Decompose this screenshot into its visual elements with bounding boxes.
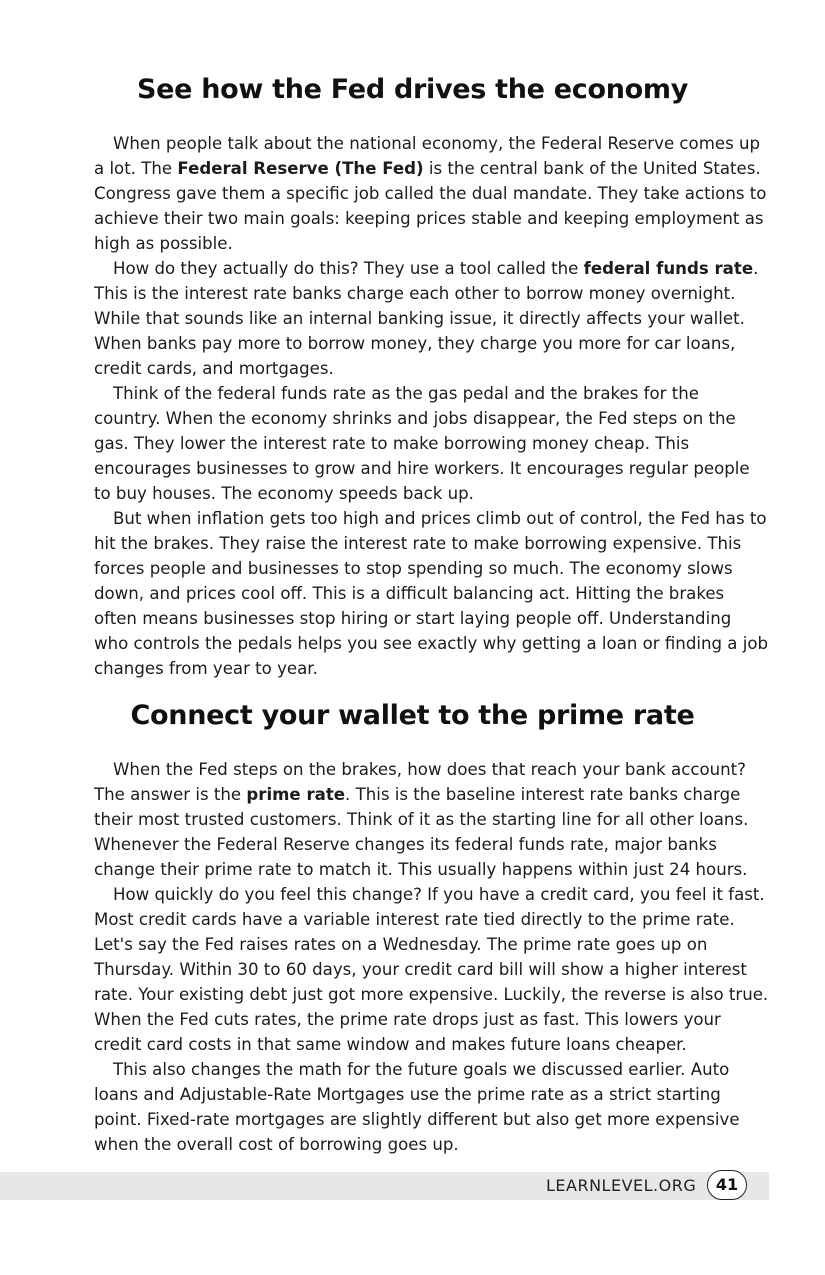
paragraph xyxy=(94,506,770,681)
text-segment: Think of the federal funds rate as the gas pedal and the brakes for the country. When the economy shrinks and jobs disappear, the Fed steps on the gas. They lower the interest rate to make borrowing money cheap. This encourages businesses to grow and hire workers. It encourages regular people to buy houses. The economy speeds back up. xyxy=(94,384,750,503)
text-segment: . This is the baseline interest rate banks charge their most trusted customers. Think of it as the starting line for all other loans. Whenever the Federal Reserve changes its federal funds rate, major banks change their prime rate to match it. This usually happens within just 24 hours. xyxy=(94,785,749,879)
page-number-badge: 41 xyxy=(707,1170,747,1200)
paragraph xyxy=(94,381,770,506)
paragraph xyxy=(94,1057,770,1157)
text-segment: But when inflation gets too high and prices climb out of control, the Fed has to hit the brakes. They raise the interest rate to make borrowing expensive. This forces people and businesses to stop spending so much. The economy slows down, and prices cool off. This is a difficult balancing act. Hitting the brakes often means businesses stop hiring or start laying people off. Understanding who controls the pedals helps you see exactly why getting a loan or finding a job changes from year to year. xyxy=(94,509,769,678)
paragraph xyxy=(94,256,770,381)
section-title-prime-rate: Connect your wallet to the prime rate xyxy=(130,700,695,731)
paragraph xyxy=(94,757,770,882)
bold-term-prime-rate: prime rate xyxy=(246,785,346,804)
text-segment: is the central bank of the United States. Congress gave them a specific job called the dual mandate. They take actions to achieve their two main goals: keeping prices stable and keeping employment as high as possible. xyxy=(94,159,767,253)
text-segment: How do they actually do this? They use a tool called the xyxy=(113,259,584,278)
text-segment: This also changes the math for the future goals we discussed earlier. Auto loans and Adjustable-Rate Mortgages use the prime rate as a strict starting point. Fixed-rate mortgages are slightly different but also get more expensive when the overall cost of borrowing goes up. xyxy=(94,1060,740,1154)
section-body-fed-economy xyxy=(94,131,770,681)
text-segment: When the Fed steps on the brakes, how does that reach your bank account? The answer is the xyxy=(94,760,746,804)
paragraph xyxy=(94,131,770,256)
text-segment: When people talk about the national economy, the Federal Reserve comes up a lot. The xyxy=(94,134,761,178)
bold-term-federal-reserve: Federal Reserve (The Fed) xyxy=(177,159,424,178)
section-title-fed-economy: See how the Fed drives the economy xyxy=(136,74,689,105)
bold-term-federal-funds-rate: federal funds rate xyxy=(583,259,754,278)
text-segment: How quickly do you feel this change? If you have a credit card, you feel it fast. Most credit cards have a variable interest rate tied directly to the prime rate. Let's say the Fed raises rates on a Wednesday. The prime rate goes up on Thursday. Within 30 to 60 days, your credit card bill will show a higher interest rate. Your existing debt just got more expensive. Luckily, the reverse is also true. When the Fed cuts rates, the prime rate drops just as fast. This lowers your credit card costs in that same window and makes future loans cheaper. xyxy=(94,885,769,1054)
text-segment: . This is the interest rate banks charge each other to borrow money overnight. While that sounds like an internal banking issue, it directly affects your wallet. When banks pay more to borrow money, they charge you more for car loans, credit cards, and mortgages. xyxy=(94,259,759,378)
section-body-prime-rate xyxy=(94,757,770,1157)
paragraph xyxy=(94,882,770,1057)
footer-site-url: LEARNLEVEL.ORG xyxy=(546,1176,697,1195)
